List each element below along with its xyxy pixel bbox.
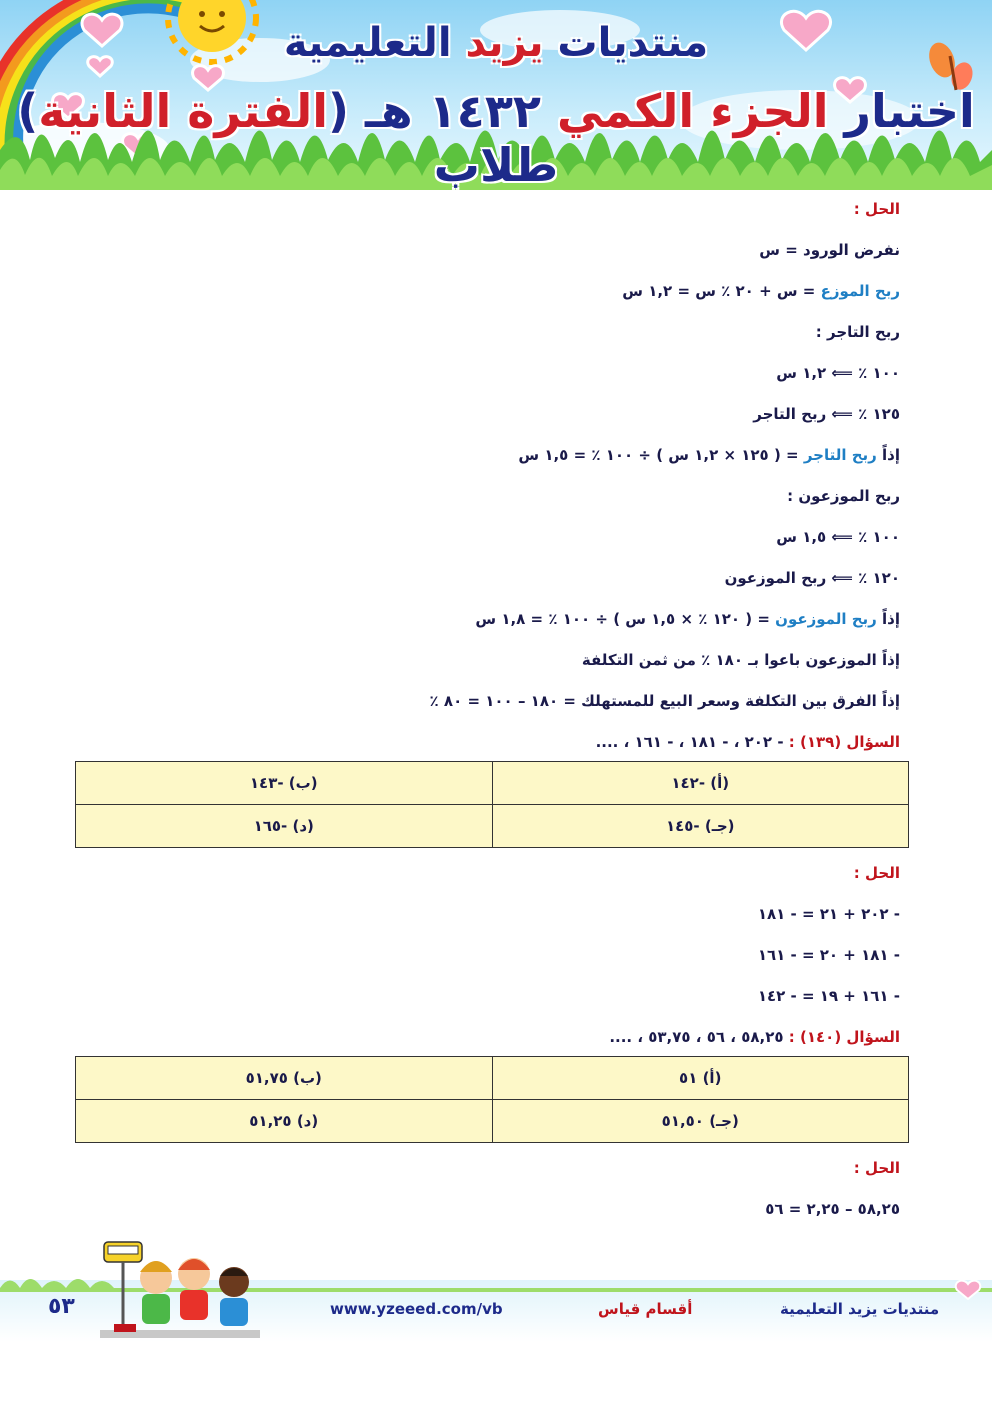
footer-site-name: منتديات يزيد التعليمية xyxy=(780,1300,940,1318)
option-b[interactable]: (ب) ٥١,٧٥ xyxy=(76,1057,493,1100)
question-140 xyxy=(80,1024,900,1054)
exam-title-highlight-period: الفترة الثانية xyxy=(38,84,328,138)
distributor-profit-label: ربح الموزع xyxy=(820,282,900,300)
option-a[interactable]: (أ) -١٤٢ xyxy=(492,762,909,805)
exam-title-audience: ) طلاب xyxy=(17,84,559,190)
site-title-highlight: يزيد xyxy=(465,20,544,66)
solution-step: - ٢٠٢ + ٢١ = - ١٨١ xyxy=(757,905,900,923)
trader-result-label: ربح التاجر xyxy=(803,446,877,464)
distributors-profit-heading: ربح الموزعون : xyxy=(787,487,900,505)
assumption-line: نفرض الورود = س xyxy=(759,241,900,259)
distributors-profit-result xyxy=(80,606,900,647)
site-title-text-end: التعليمية xyxy=(283,20,466,66)
question-139-options xyxy=(75,761,909,848)
question-139 xyxy=(80,729,900,759)
distributors-proportion-line-1: ١٠٠ ٪ ⟸ ١,٥ س xyxy=(776,528,900,546)
option-c[interactable]: (جـ) -١٤٥ xyxy=(492,805,909,848)
question-139-label: السؤال (١٣٩) : xyxy=(788,733,900,751)
header-banner xyxy=(0,0,992,190)
question-140-options xyxy=(75,1056,909,1143)
footer-section-name: أقسام قياس xyxy=(598,1300,693,1318)
exam-title-text: اختبار xyxy=(828,84,975,138)
question-140-text: ٥٨,٢٥ ، ٥٦ ، ٥٣,٧٥ ، .... xyxy=(609,1028,789,1046)
trader-proportion-line-1: ١٠٠ ٪ ⟸ ١,٢ س xyxy=(776,364,900,382)
trader-result-expression: = ( ١٢٥ × ١,٢ س ) ÷ ١٠٠ ٪ = ١,٥ س xyxy=(518,446,804,464)
trader-profit-heading: ربح التاجر : xyxy=(815,323,900,341)
option-d[interactable]: (د) ٥١,٢٥ xyxy=(76,1100,493,1143)
distributor-profit-expression: = س + ٢٠ ٪ س = ١,٢ س xyxy=(622,282,821,300)
distributors-result-label: ربح الموزعون xyxy=(775,610,877,628)
page-content xyxy=(80,196,900,1237)
option-a[interactable]: (أ) ٥١ xyxy=(492,1057,909,1100)
conclusion-line-1: إذاً الموزعون باعوا بـ ١٨٠ ٪ من ثمن التكلفة xyxy=(581,651,900,669)
conclusion-line-2: إذاً الفرق بين التكلفة وسعر البيع للمستهلك = ١٨٠ – ١٠٠ = ٨٠ ٪ xyxy=(429,692,900,710)
solution-step: - ١٨١ + ٢٠ = - ١٦١ xyxy=(757,946,900,964)
solution-step: ٥٨,٢٥ – ٢,٢٥ = ٥٦ xyxy=(765,1200,900,1218)
trader-profit-result xyxy=(80,442,900,483)
distributors-result-expression: = ( ١٢٠ ٪ × ١,٥ س ) ÷ ١٠٠ ٪ = ١,٨ س xyxy=(475,610,776,628)
exam-title-highlight-section: الجزء الكمي xyxy=(557,84,829,138)
distributor-profit-line xyxy=(80,278,900,319)
trader-result-prefix: إذاً xyxy=(876,446,900,464)
footer-url-link[interactable]: www.yzeeed.com/vb xyxy=(330,1300,503,1318)
option-b[interactable]: (ب) -١٤٣ xyxy=(76,762,493,805)
distributors-proportion-line-2: ١٢٠ ٪ ⟸ ربح الموزعون xyxy=(724,569,900,587)
exam-title xyxy=(0,84,992,190)
solution-step: - ١٦١ + ١٩ = - ١٤٢ xyxy=(757,987,900,1005)
site-title xyxy=(0,20,992,66)
question-140-label: السؤال (١٤٠) : xyxy=(788,1028,900,1046)
distributors-result-prefix: إذاً xyxy=(876,610,900,628)
page-number: ٥٣ xyxy=(48,1294,75,1319)
solution-label: الحل : xyxy=(853,200,900,218)
solution-label: الحل : xyxy=(853,864,900,882)
heart-icon xyxy=(956,1281,981,1299)
question-139-text: - ٢٠٢ ، - ١٨١ ، - ١٦١ ، .... xyxy=(595,733,789,751)
option-d[interactable]: (د) -١٦٥ xyxy=(76,805,493,848)
solution-label: الحل : xyxy=(853,1159,900,1177)
footer xyxy=(0,1228,992,1348)
option-c[interactable]: (جـ) ٥١,٥٠ xyxy=(492,1100,909,1143)
trader-proportion-line-2: ١٢٥ ٪ ⟸ ربح التاجر xyxy=(753,405,900,423)
exam-title-year: ١٤٣٢ هـ ( xyxy=(328,84,557,138)
site-title-text: منتديات xyxy=(543,20,709,66)
footer-decoration xyxy=(0,1228,992,1348)
